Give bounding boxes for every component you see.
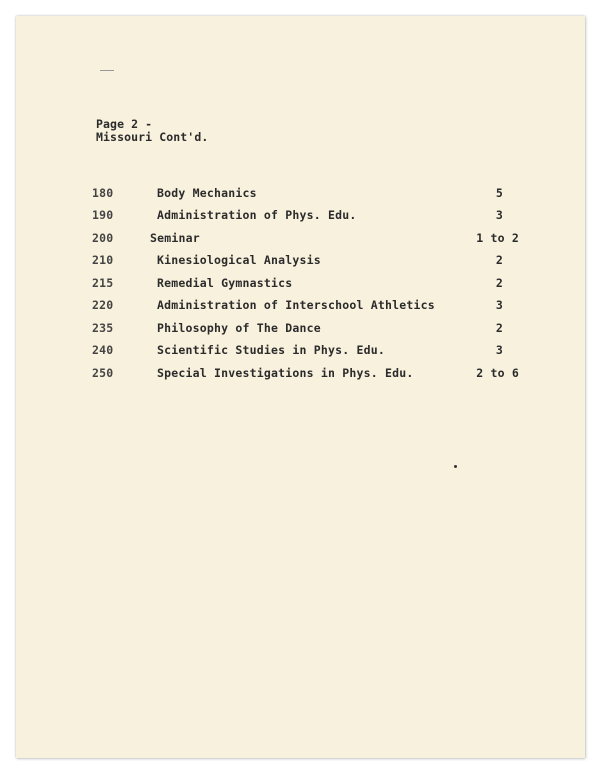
faint-mark: [100, 70, 114, 71]
course-title: Administration of Interschool Athletics: [157, 298, 435, 312]
course-number: 235: [92, 321, 114, 335]
course-number: 250: [92, 366, 114, 380]
course-credits: 2: [495, 253, 503, 267]
course-row: [16, 208, 585, 224]
course-row: [16, 186, 585, 202]
course-row: [16, 231, 585, 247]
course-title: Seminar: [150, 231, 200, 245]
course-number: 210: [92, 253, 114, 267]
document-page: [16, 16, 585, 758]
course-row: [16, 321, 585, 337]
course-row: [16, 276, 585, 292]
course-title: Remedial Gymnastics: [157, 276, 293, 290]
course-row: [16, 253, 585, 269]
course-credits: 2 to 6: [476, 366, 519, 380]
course-credits: 1 to 2: [476, 231, 519, 245]
course-credits: 3: [495, 208, 503, 222]
state-continued-line: Missouri Cont'd.: [96, 130, 209, 144]
course-credits: 3: [495, 343, 503, 357]
course-credits: 5: [495, 186, 503, 200]
course-number: 190: [92, 208, 114, 222]
ink-speck: [454, 465, 457, 468]
course-title: Special Investigations in Phys. Edu.: [157, 366, 414, 380]
course-number: 240: [92, 343, 114, 357]
course-credits: 3: [495, 298, 503, 312]
course-title: Body Mechanics: [157, 186, 257, 200]
course-row: [16, 366, 585, 382]
course-number: 200: [92, 231, 114, 245]
course-title: Administration of Phys. Edu.: [157, 208, 357, 222]
course-row: [16, 298, 585, 314]
course-credits: 2: [495, 276, 503, 290]
course-row: [16, 343, 585, 359]
page-header: [96, 118, 208, 144]
course-number: 180: [92, 186, 114, 200]
page-number-line: Page 2 -: [96, 117, 153, 131]
course-title: Scientific Studies in Phys. Edu.: [157, 343, 385, 357]
course-number: 220: [92, 298, 114, 312]
course-title: Kinesiological Analysis: [157, 253, 321, 267]
course-number: 215: [92, 276, 114, 290]
course-credits: 2: [495, 321, 503, 335]
course-title: Philosophy of The Dance: [157, 321, 321, 335]
